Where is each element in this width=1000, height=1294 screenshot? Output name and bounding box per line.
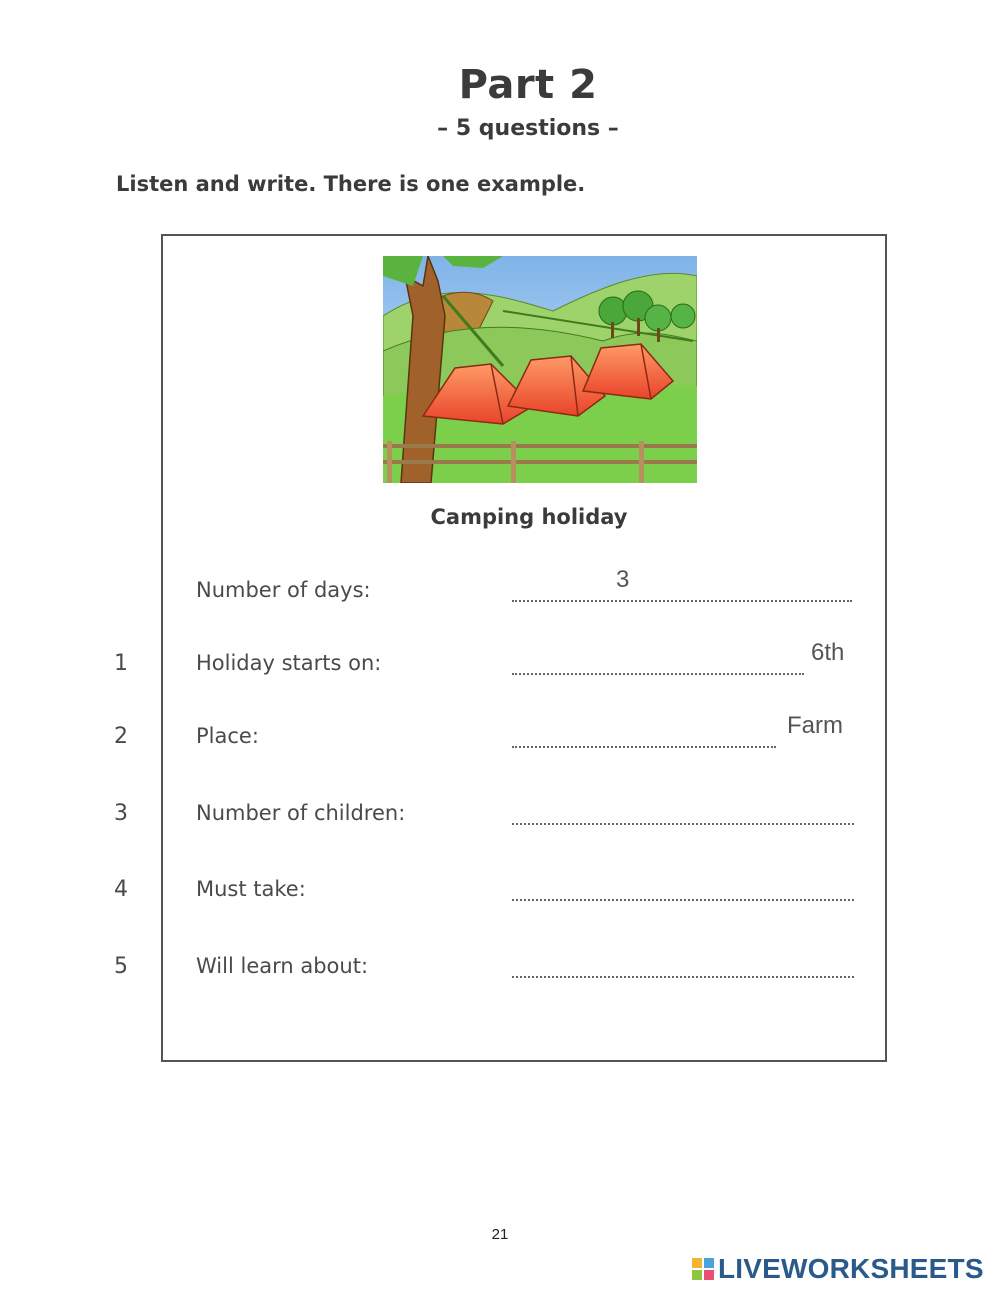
answer-line [512, 732, 776, 748]
question-row-5 [0, 954, 1000, 994]
row-label: Will learn about: [196, 954, 369, 978]
camping-scene-image [383, 256, 697, 483]
question-row-2 [0, 712, 1000, 764]
row-label: Number of days: [196, 578, 371, 602]
answer-line [512, 586, 852, 602]
page-number: 21 [491, 1226, 509, 1243]
row-label: Number of children: [196, 801, 406, 825]
row-number: 4 [114, 877, 128, 902]
page-title: Part 2 [458, 62, 598, 108]
answer-field[interactable]: Farm [787, 712, 843, 739]
logo-square [704, 1270, 714, 1280]
brand-name: LIVEWORKSHEETS [718, 1253, 984, 1284]
example-row [0, 566, 1000, 618]
question-row-1 [0, 639, 1000, 691]
row-label: Place: [196, 724, 259, 748]
row-number: 1 [114, 651, 128, 676]
row-label: Must take: [196, 877, 306, 901]
answer-line [512, 809, 854, 825]
row-number: 5 [114, 954, 128, 979]
liveworksheets-logo [692, 1252, 984, 1286]
logo-square [692, 1270, 702, 1280]
row-number: 3 [114, 801, 128, 826]
answer-line [512, 962, 854, 978]
liveworksheets-icon [692, 1258, 714, 1280]
page-subtitle: – 5 questions – [437, 116, 619, 141]
answer-line [512, 885, 854, 901]
answer-field[interactable]: 6th [811, 639, 845, 666]
question-row-4 [0, 877, 1000, 917]
logo-square [704, 1258, 714, 1268]
question-row-3 [0, 801, 1000, 841]
row-number: 2 [114, 724, 128, 749]
card-caption: Camping holiday [430, 505, 628, 529]
answer-line [512, 659, 804, 675]
logo-square [692, 1258, 702, 1268]
instruction-text: Listen and write. There is one example. [116, 172, 586, 196]
row-label: Holiday starts on: [196, 651, 382, 675]
answer-field[interactable]: 3 [616, 566, 630, 593]
